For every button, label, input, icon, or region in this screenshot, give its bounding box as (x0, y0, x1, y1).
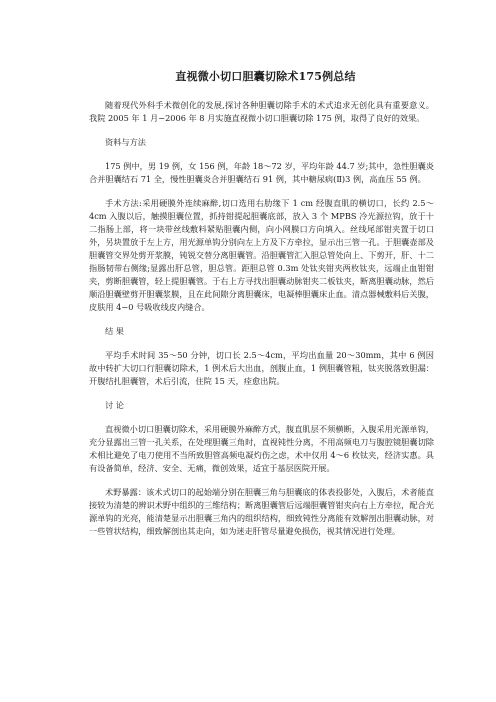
section-discussion (89, 423, 434, 538)
discussion-paragraph-2: 术野暴露：该术式切口的起始端分别在胆囊三角与胆囊底的体表投影处，入腹后，术者能直接较为清楚的辨识术野中组织的三维结构；断离胆囊管后远端胆囊管钳夹向右上方牵拉，配合光源单钩的光亮，能清楚显示出胆囊三角内的组织结构，细致钝性分离能有效解剖出胆囊动脉，对一些管状结构，细致解剖出其走向，如为迷走肝管尽量避免损伤，视其情况进行处理。 (89, 487, 434, 536)
results-paragraph-1: 平均手术时间 35～50 分钟，切口长 2.5～4cm，平均出血量 20～30mm，其中 6 例因故中转扩大切口行胆囊切除术，1 例术后大出血，剖腹止血，1 例胆囊管粗，钛夹脱落致胆漏：开腹结扎胆囊管，术后引流，住院 15 天，痊愈出院。 (89, 350, 434, 386)
methods-paragraph-2: 手术方法:采用硬膜外连续麻醉,切口选用右肋缘下 1 cm 经腹直肌的横切口，长约 2.5～4cm 入腹以后，触摸胆囊位置，抓持钳提起胆囊底部，放入 3 个 MPBS 冷光源拉钩，放于十二指肠上部，将一块带丝线敷料紧贴胆囊内侧，向小网膜口方向填入。丝线尾部钳夹置于切口外，另块置放于左上方，用光源单钩分别向左上方及下方牵拉，显示出三管一孔。于胆囊壶部及胆囊管交界处剪开浆膜，钝锐交替分离胆囊管。沿胆囊管汇入胆总管处向上、下剪开，肝、十二指肠韧带右侧缘;显露出肝总管，胆总管。距胆总管 0.3m 处钛夹钳夹两枚钛夹，远端止血钳钳夹，剪断胆囊管，轻上提胆囊管。于右上方寻找出胆囊动脉钳夹二板钛夹，断离胆囊动脉，然后顺沿胆囊壁剪开胆囊浆膜，且在此间隙分离胆囊床，电凝棒胆囊床止血。清点器械敷料后关腹，皮肤用 4−0 号吸收线皮内缝合。 (89, 198, 434, 312)
discussion-paragraph-1: 直视微小切口胆囊切除术，采用硬膜外麻醉方式，腹直肌层不须横断，入腹采用光源单钩，充分显露出三管一孔关系，在处理胆囊三角时，直视钝性分离，不用高频电刀与腹腔镜胆囊切除术相比避免了电刀使用不当所致胆管高频电凝灼伤之虑，术中仅用 4～6 枚钛夹，经济实惠。具有设备简单，经济、安全、无痛，微创效果，适宜于基层医院开展。 (89, 424, 434, 473)
section-heading-methods: 资料与方法 (105, 137, 146, 147)
section-methods (89, 160, 434, 314)
section-results (89, 349, 434, 388)
intro-paragraph: 随着现代外科手术微创化的发展,探讨各种胆囊切除手术的术式追求无创化具有重要意义。我院 2005 年 1 月−2006 年 8 月实施直视微小切口胆囊切除 175 例，取得了良好的效果。 (89, 100, 434, 123)
document-title: 直视微小切口胆囊切除术175例总结 (175, 70, 356, 83)
section-heading-results: 结 果 (105, 326, 124, 336)
methods-paragraph-1: 175 例中，男 19 例，女 156 例，年龄 18～72 岁，平均年龄 44.7 岁;其中，急性胆囊炎合并胆囊结石 71 全，慢性胆囊炎合并胆囊结石 91 例，其中糖尿病(Ⅱ)3 例，高血压 55 例。 (89, 161, 434, 184)
section-heading-discussion: 讨 论 (105, 400, 124, 410)
